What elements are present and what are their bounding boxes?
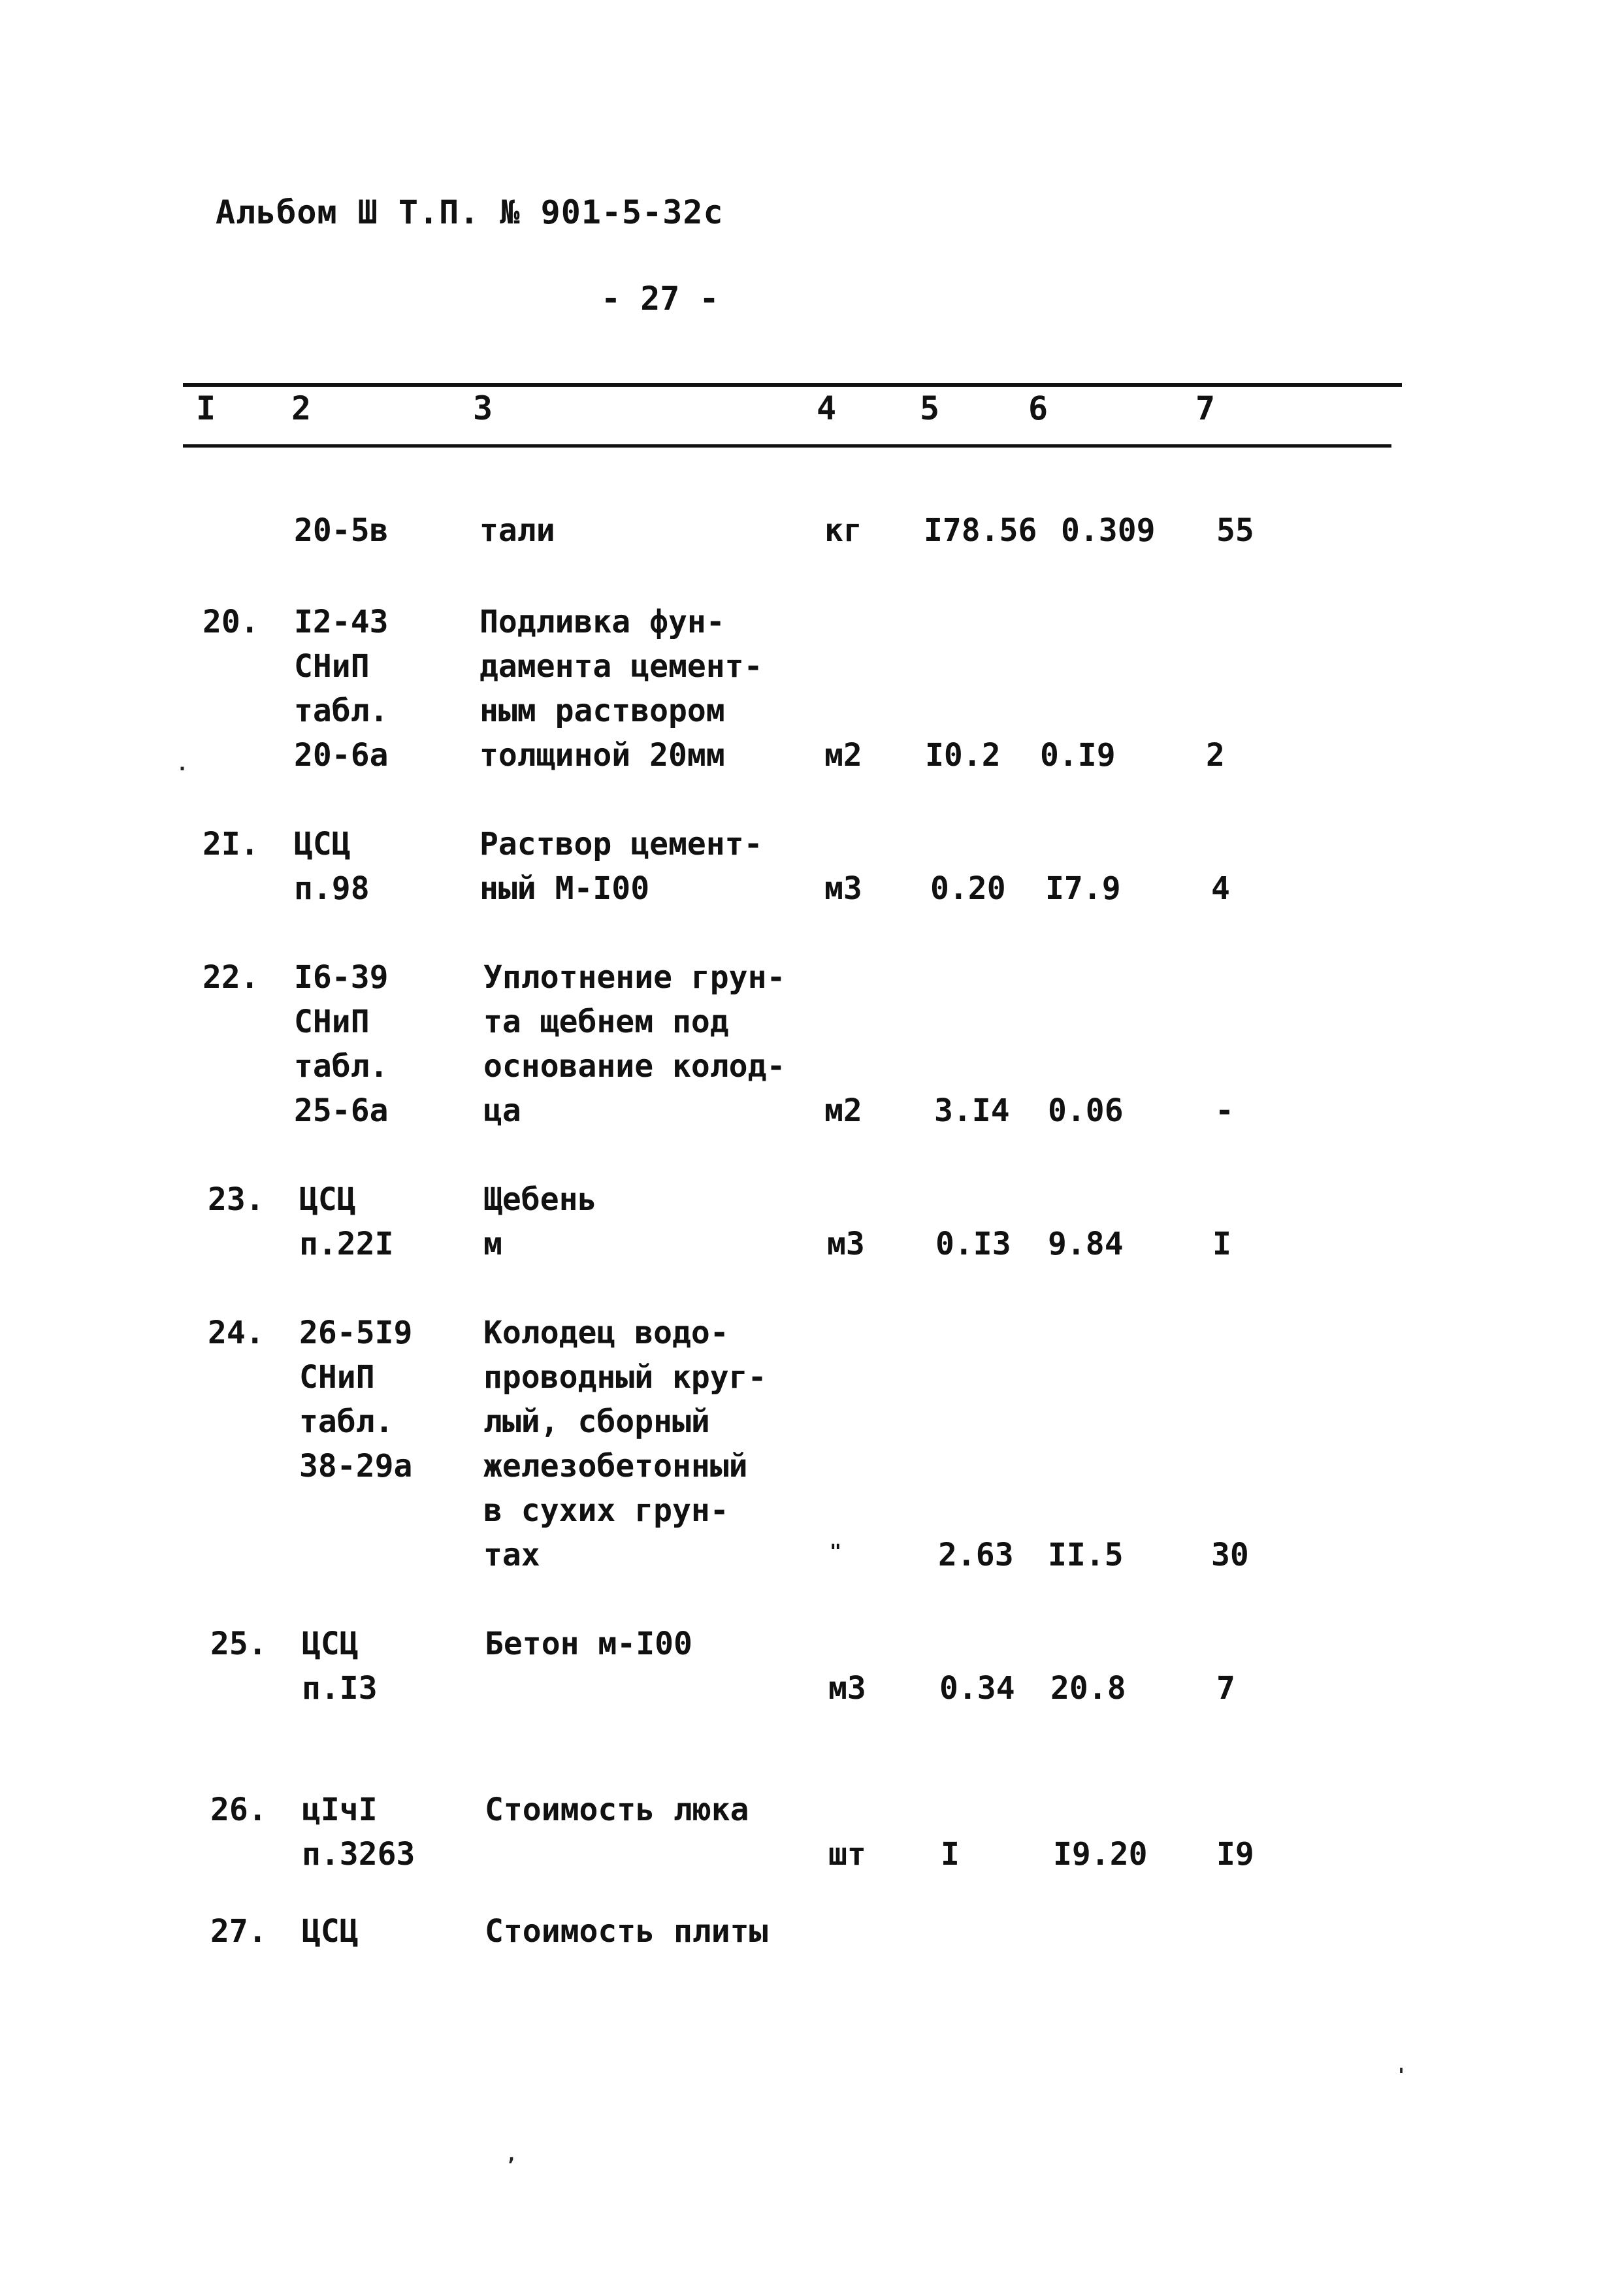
row-name: Щебень м xyxy=(483,1181,597,1262)
scan-speck: ' xyxy=(1395,2065,1408,2088)
row-total: 4 xyxy=(1211,870,1230,907)
row-number: 27. xyxy=(210,1913,267,1950)
row-price: 0.06 xyxy=(1048,1092,1124,1129)
column-header-3: 3 xyxy=(473,389,493,427)
table-header-rule xyxy=(183,444,1391,448)
column-header-1: I xyxy=(196,389,216,427)
row-quantity: 0.20 xyxy=(930,870,1006,907)
row-number: 22. xyxy=(203,959,259,996)
row-code: ЦСЦ xyxy=(302,1913,359,1950)
row-price: I7.9 xyxy=(1045,870,1121,907)
column-header-4: 4 xyxy=(817,389,837,427)
row-total: 30 xyxy=(1211,1537,1249,1573)
row-name: Стоимость плиты xyxy=(485,1913,768,1950)
row-total: 2 xyxy=(1206,737,1225,774)
row-quantity: 3.I4 xyxy=(934,1092,1010,1129)
column-header-7: 7 xyxy=(1195,389,1216,427)
row-unit: шт xyxy=(828,1836,866,1873)
row-name: Стоимость люка xyxy=(485,1792,749,1828)
row-total: I9 xyxy=(1216,1836,1254,1873)
row-number: 25. xyxy=(210,1626,267,1662)
row-code: цIчI п.3263 xyxy=(302,1792,415,1873)
row-quantity: I78.56 xyxy=(924,512,1037,549)
row-price: 9.84 xyxy=(1048,1226,1124,1262)
column-header-6: 6 xyxy=(1028,389,1048,427)
row-code: I6-39 СНиП табл. 25-6а xyxy=(294,959,389,1129)
row-total: - xyxy=(1215,1092,1234,1129)
row-name: Уплотнение грун- та щебнем под основание колод- ца xyxy=(483,959,786,1129)
row-number: 2I. xyxy=(203,826,259,862)
row-code: 26-5I9 СНиП табл. 38-29а xyxy=(299,1315,413,1484)
row-code: I2-43 СНиП табл. 20-6а xyxy=(294,604,389,774)
row-total: 55 xyxy=(1216,512,1254,549)
row-unit: м3 xyxy=(824,870,862,907)
row-code: ЦСЦ п.98 xyxy=(294,826,370,907)
row-total: 7 xyxy=(1216,1670,1235,1707)
scan-speck: · xyxy=(176,758,189,781)
column-header-5: 5 xyxy=(920,389,940,427)
row-unit: кг xyxy=(824,512,862,549)
row-quantity: 2.63 xyxy=(938,1537,1014,1573)
row-quantity: I xyxy=(941,1836,960,1873)
row-name: тали xyxy=(479,512,555,549)
column-header-2: 2 xyxy=(291,389,312,427)
row-unit: м3 xyxy=(827,1226,865,1262)
row-price: 0.I9 xyxy=(1040,737,1116,774)
row-unit: м2 xyxy=(824,1092,862,1129)
row-number: 23. xyxy=(208,1181,265,1218)
row-code: ЦСЦ п.I3 xyxy=(302,1626,378,1707)
row-unit: " xyxy=(830,1541,842,1564)
page-number: - 27 - xyxy=(601,280,719,318)
row-name: Колодец водо- проводный круг- лый, сборный железобетонный в сухих грун- тах xyxy=(483,1315,767,1573)
row-number: 26. xyxy=(210,1792,267,1828)
row-code: ЦСЦ п.22I xyxy=(299,1181,394,1262)
row-number: 24. xyxy=(208,1315,265,1351)
row-number: 20. xyxy=(203,604,259,640)
row-name: Бетон м-I00 xyxy=(485,1626,692,1662)
row-quantity: 0.I3 xyxy=(935,1226,1011,1262)
row-name: Подливка фун- дамента цемент- ным раствором толщиной 20мм xyxy=(479,604,763,774)
row-quantity: I0.2 xyxy=(925,737,1001,774)
table-top-rule xyxy=(183,383,1402,387)
row-price: I9.20 xyxy=(1053,1836,1148,1873)
row-unit: м3 xyxy=(828,1670,866,1707)
row-unit: м2 xyxy=(824,737,862,774)
row-total: I xyxy=(1212,1226,1231,1262)
scan-speck: , xyxy=(506,2143,518,2166)
row-price: 0.309 xyxy=(1061,512,1156,549)
row-code: 20-5в xyxy=(294,512,389,549)
album-title: Альбом Ш Т.П. № 901-5-32с xyxy=(216,193,724,231)
row-name: Раствор цемент- ный М-I00 xyxy=(479,826,763,907)
row-quantity: 0.34 xyxy=(939,1670,1015,1707)
row-price: II.5 xyxy=(1048,1537,1124,1573)
row-price: 20.8 xyxy=(1050,1670,1126,1707)
